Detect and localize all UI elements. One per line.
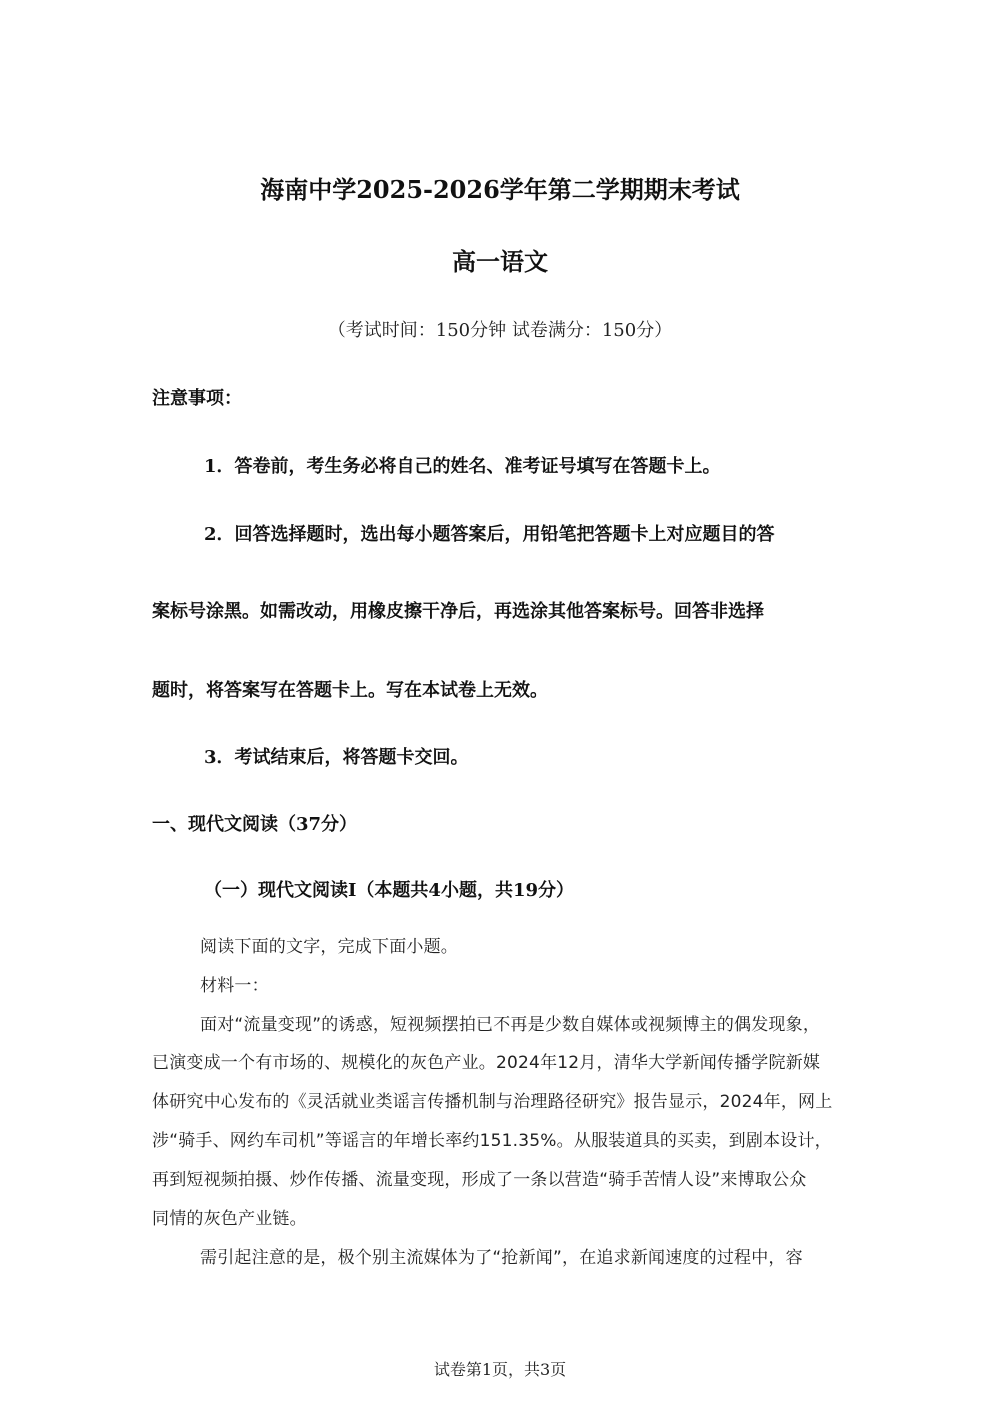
notice-heading: 注意事项： [152, 388, 242, 409]
notice-item-3: 3．考试结束后，将答题卡交回。 [204, 747, 469, 768]
paragraph-line: 同情的灰色产业链。 [152, 1209, 307, 1229]
section-heading: 一、现代文阅读（37分） [152, 814, 358, 835]
paragraph-line: 再到短视频拍摄、炒作传播、流量变现，形成了一条以营造“骑手苦情人设”来博取公众 [152, 1170, 807, 1190]
paragraph-line: 需引起注意的是，极个别主流媒体为了“抢新闻”，在追求新闻速度的过程中，容 [200, 1248, 803, 1268]
notice-item-2-line-3: 题时，将答案写在答题卡上。写在本试卷上无效。 [152, 680, 548, 701]
paragraph-line: 体研究中心发布的《灵活就业类谣言传播机制与治理路径研究》报告显示，2024年，网上 [152, 1092, 833, 1112]
page-footer: 试卷第1页，共3页 [433, 1360, 567, 1379]
paragraph-line: 涉“骑手、网约车司机”等谣言的年增长率约151.35%。从服装道具的买卖，到剧本设计， [152, 1131, 832, 1151]
notice-item-2-line-2: 案标号涂黑。如需改动，用橡皮擦干净后，再选涂其他答案标号。回答非选择 [152, 601, 764, 622]
paragraph-line: 已演变成一个有市场的、规模化的灰色产业。2024年12月，清华大学新闻传播学院新媒 [152, 1053, 821, 1073]
exam-info: （考试时间：150分钟 试卷满分：150分） [327, 320, 673, 341]
subsection-heading: （一）现代文阅读Ⅰ（本题共4小题，共19分） [204, 880, 574, 901]
reading-instruction: 阅读下面的文字，完成下面小题。 [200, 937, 458, 957]
notice-item-1: 1．答卷前，考生务必将自己的姓名、准考证号填写在答题卡上。 [204, 456, 721, 477]
paragraph-line: 面对“流量变现”的诱惑，短视频摆拍已不再是少数自媒体或视频博主的偶发现象， [200, 1015, 821, 1035]
exam-title: 海南中学2025-2026学年第二学期期末考试 [260, 175, 740, 204]
subject-title: 高一语文 [452, 247, 548, 276]
notice-item-2-line-1: 2．回答选择题时，选出每小题答案后，用铅笔把答题卡上对应题目的答 [204, 524, 775, 545]
material-label: 材料一： [200, 976, 269, 996]
